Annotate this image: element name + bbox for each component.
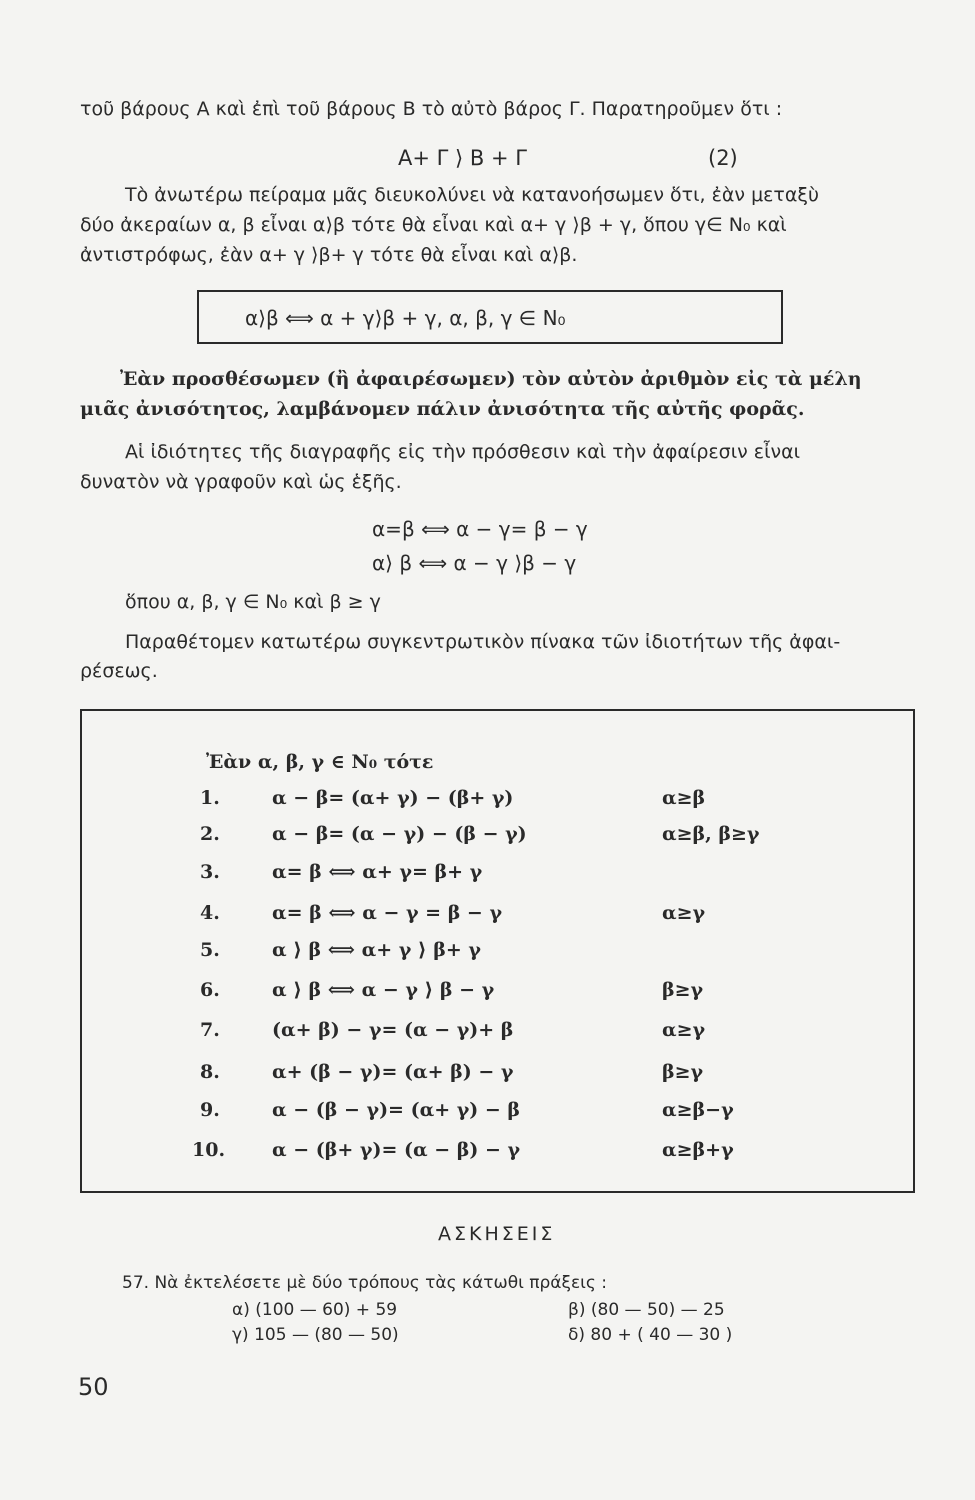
equivalence-greater: α⟩ β ⟺ α − γ ⟩β − γ (372, 551, 577, 575)
paragraph-line: Τὸ ἀνωτέρω πείραμα μᾶς διευκολύνει νὰ κατανοήσωμεν ὅτι, ἐὰν μεταξὺ (125, 184, 819, 206)
exercises-heading: ΑΣΚΗΣΕΙΣ (438, 1223, 556, 1245)
row-condition: α≥γ (662, 902, 706, 924)
equation-2: Α+ Γ ⟩ Β + Γ (398, 146, 527, 170)
paragraph-line: Παραθέτομεν κατωτέρω συγκεντρωτικὸν πίνακα τῶν ἰδιοτήτων τῆς ἀφαι- (125, 631, 841, 653)
condition-line: ὅπου α, β, γ ∈ N₀ καὶ β ≥ γ (125, 591, 381, 613)
paragraph-line: ρέσεως. (80, 660, 158, 682)
exercise-intro: 57. Νὰ ἐκτελέσετε μὲ δύο τρόπους τὰς κάτωθι πράξεις : (122, 1273, 608, 1293)
row-formula: α − β= (α − γ) − (β − γ) (272, 823, 527, 845)
equivalence-equal: α=β ⟺ α − γ= β − γ (372, 517, 588, 541)
table-row (82, 787, 913, 823)
paragraph-line: δύο ἀκεραίων α, β εἶναι α⟩β τότε θὰ εἶναι καὶ α+ γ ⟩β + γ, ὅπου γ∈ N₀ καὶ (80, 214, 787, 236)
row-condition: α≥β, β≥γ (662, 823, 760, 845)
row-formula: (α+ β) − γ= (α − γ)+ β (272, 1019, 514, 1041)
table-header: Ἐὰν α, β, γ ∈ N₀ τότε (206, 751, 434, 773)
page-number: 50 (78, 1373, 109, 1401)
row-condition: α≥β+γ (662, 1139, 734, 1161)
row-formula: α ⟩ β ⟺ α+ γ ⟩ β+ γ (272, 939, 481, 961)
exercise-item: δ) 80 + ( 40 — 30 ) (568, 1325, 733, 1345)
properties-table (80, 709, 915, 1193)
row-condition: β≥γ (662, 979, 704, 1001)
row-condition: α≥β (662, 787, 706, 809)
row-formula: α+ (β − γ)= (α+ β) − γ (272, 1061, 514, 1083)
row-number: 8. (200, 1061, 220, 1083)
paragraph-line: Αἱ ἰδιότητες τῆς διαγραφῆς εἰς τὴν πρόσθεσιν καὶ τὴν ἀφαίρεσιν εἶναι (125, 441, 801, 463)
row-condition: α≥β−γ (662, 1099, 734, 1121)
table-row (82, 979, 913, 1015)
table-row (82, 1099, 913, 1135)
row-formula: α − (β+ γ)= (α − β) − γ (272, 1139, 521, 1161)
row-formula: α − β= (α+ γ) − (β+ γ) (272, 787, 514, 809)
paragraph-line: δυνατὸν νὰ γραφοῦν καὶ ὡς ἑξῆς. (80, 471, 402, 493)
row-formula: α ⟩ β ⟺ α − γ ⟩ β − γ (272, 979, 495, 1001)
row-formula: α= β ⟺ α − γ = β − γ (272, 902, 503, 924)
exercise-item: α) (100 — 60) + 59 (232, 1300, 398, 1320)
row-condition: α≥γ (662, 1019, 706, 1041)
table-row (82, 939, 913, 975)
boxed-formula-frame (197, 290, 783, 344)
row-number: 10. (192, 1139, 226, 1161)
row-formula: α − (β − γ)= (α+ γ) − β (272, 1099, 521, 1121)
row-formula: α= β ⟺ α+ γ= β+ γ (272, 861, 483, 883)
exercise-item: β) (80 — 50) — 25 (568, 1300, 725, 1320)
rule-statement-line: Ἐὰν προσθέσωμεν (ἢ ἀφαιρέσωμεν) τὸν αὐτὸν ἀριθμὸν εἰς τὰ μέλη (120, 368, 862, 390)
row-condition: β≥γ (662, 1061, 704, 1083)
table-row (82, 902, 913, 938)
boxed-formula: α⟩β ⟺ α + γ⟩β + γ, α, β, γ ∈ N₀ (245, 306, 566, 330)
table-row (82, 1139, 913, 1175)
row-number: 7. (200, 1019, 220, 1041)
row-number: 1. (200, 787, 220, 809)
paragraph-line: τοῦ βάρους Α καὶ ἐπὶ τοῦ βάρους Β τὸ αὐτὸ βάρος Γ. Παρατηροῦμεν ὅτι : (80, 98, 783, 120)
paragraph-line: ἀντιστρόφως, ἐὰν α+ γ ⟩β+ γ τότε θὰ εἶναι καὶ α⟩β. (80, 244, 578, 266)
table-row (82, 823, 913, 859)
rule-statement-line: μιᾶς ἀνισότητος, λαμβάνομεν πάλιν ἀνισότητα τῆς αὐτῆς φορᾶς. (80, 398, 805, 420)
row-number: 9. (200, 1099, 220, 1121)
table-row (82, 1019, 913, 1055)
table-row (82, 861, 913, 897)
table-row (82, 1061, 913, 1097)
exercise-item: γ) 105 — (80 — 50) (232, 1325, 399, 1345)
row-number: 4. (200, 902, 220, 924)
row-number: 2. (200, 823, 220, 845)
row-number: 5. (200, 939, 220, 961)
row-number: 6. (200, 979, 220, 1001)
row-number: 3. (200, 861, 220, 883)
equation-label: (2) (708, 146, 738, 170)
